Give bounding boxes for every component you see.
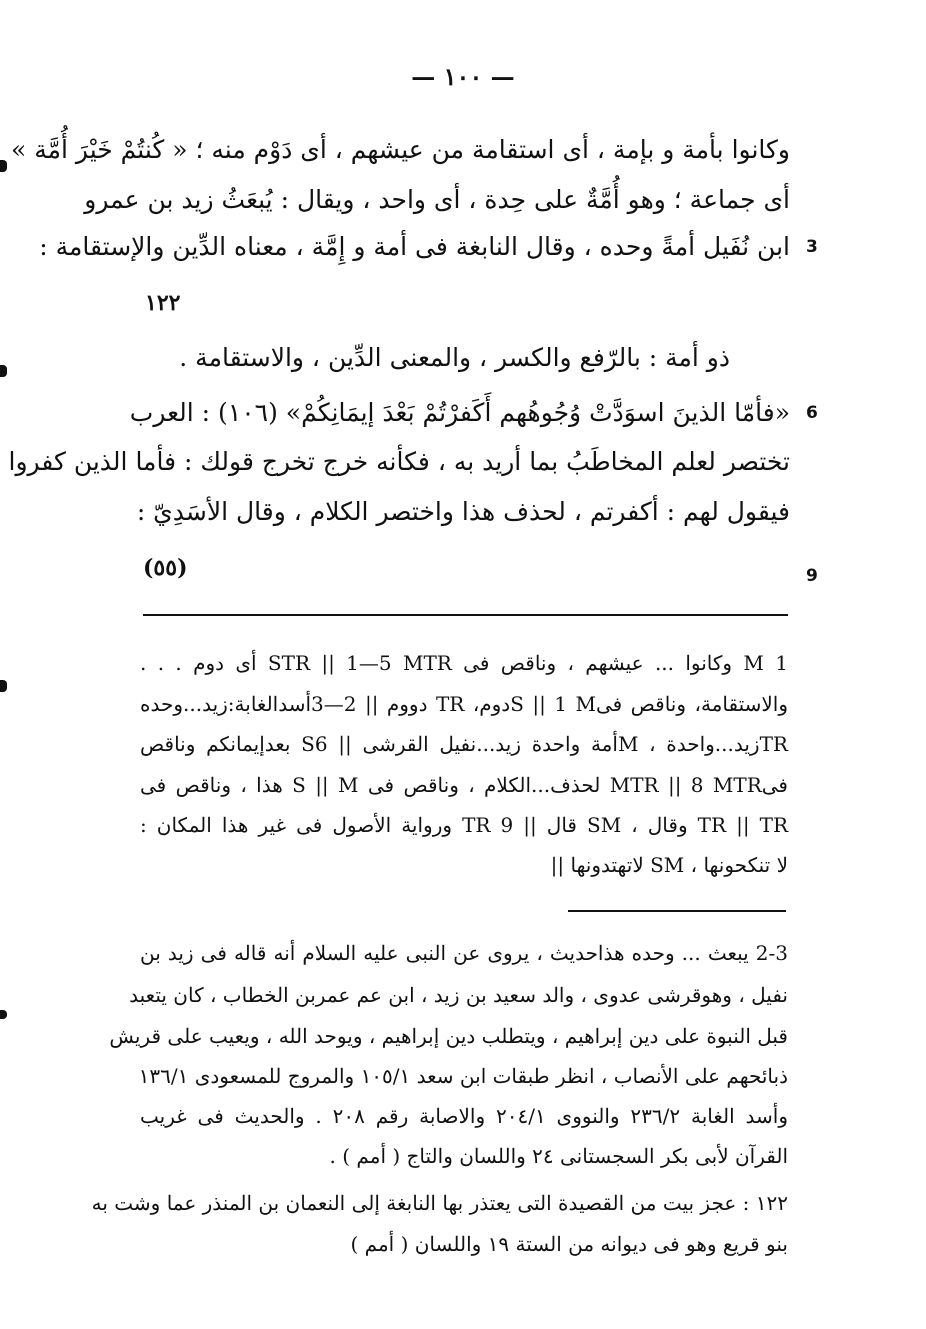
apparatus-line: TRزيد...واحدة ، Mأمة واحدة زيد...نفيل القرشى || S6 بعدإيمانكم وناقص: [140, 732, 788, 756]
margin-mark: [0, 680, 7, 692]
apparatus-line: فىMTR || 8 MTR لحذف...الكلام ، وناقص فى S || M هذا ، وناقص فى: [140, 773, 788, 797]
page-number: — ١٠٠ —: [411, 62, 515, 91]
commentary-line: ذبائحهم على الأنصاب ، انظر طبقات ابن سعد ١٠٥/١ والمروج للمسعودى ١٣٦/١: [138, 1064, 788, 1088]
main-text-line: «فأمّا الذينَ اسوَدَّتْ وُجُوهُهم أَكَفرْتُمْ بَعْدَ إيمَانِكُمْ» (١٠٦) : العرب: [129, 398, 790, 427]
commentary-line: قبل النبوة على دين إبراهيم ، ويتطلب دين إبراهيم ، ويوحد الله ، ويعيب على قريش: [109, 1024, 788, 1048]
margin-mark: [0, 365, 7, 377]
notes-divider: [568, 910, 786, 912]
main-text-line: ذو أمة : بالرّفع والكسر ، والمعنى الدِّين ، والاستقامة .: [179, 343, 730, 372]
commentary-line: بنو قريع وهو فى ديوانه من الستة ١٩ واللسان ( أمم ): [350, 1232, 788, 1256]
main-text-line: فيقول لهم : أكفرتم ، لحذف هذا واختصر الكلام ، وقال الأسَدِيّ :: [136, 497, 790, 526]
verse-reference: ١٢٢: [145, 290, 181, 316]
line-number: 6: [806, 403, 818, 423]
margin-mark: [0, 1010, 7, 1019]
main-text-line: تختصر لعلم المخاطَبُ بما أريد به ، فكأنه خرج تخرج قولك : فأما الذين كفروا: [8, 447, 790, 476]
apparatus-line: 1 M وكانوا ... عيشهم ، وناقص فى STR || 1—5 MTR أى دوم . . .: [140, 651, 788, 675]
commentary-line: وأسد الغابة ٢٣٦/٢ والنووى ٢٠٤/١ والاصابة رقم ٢٠٨ . والحديث فى غريب: [140, 1104, 789, 1128]
commentary-line: القرآن لأبى بكر السجستانى ٢٤ واللسان والتاج ( أمم ) .: [329, 1144, 788, 1168]
verse-reference: (٥٥): [143, 555, 188, 581]
line-number: 3: [806, 237, 818, 257]
main-text-line: وكانوا بأمة و بإمة ، أى استقامة من عيشهم ، أى دَوْم منه ؛ « كُنتُمْ خَيْرَ أُمَّة »: [11, 135, 790, 164]
section-divider: [143, 614, 788, 616]
apparatus-line: والاستقامة، وناقص فىS || 1 Mدوم، TR دووم || 2—3أسدالغابة:زيد...وحده: [140, 692, 789, 716]
apparatus-line: لا تنكحونها ، SM لاتهتدونها ||: [550, 853, 788, 877]
main-text-line: ابن نُفَيل أمةً وحده ، وقال النابغة فى أمة و إِمَّة ، معناه الدِّين والإستقامة :: [39, 232, 790, 261]
margin-mark: [0, 160, 7, 172]
commentary-line: ١٢٢ : عجز بيت من القصيدة التى يعتذر بها النابغة إلى النعمان بن المنذر عما وشت به: [91, 1191, 788, 1215]
main-text-line: أى جماعة ؛ وهو أُمَّةٌ على حِدة ، أى واحد ، ويقال : يُبعَثُ زيد بن عمرو: [84, 185, 790, 214]
apparatus-line: TR || TR وقال ، SM قال || TR 9 ورواية الأصول فى غير هذا المكان :: [140, 813, 788, 837]
commentary-line: نفيل ، وهوقرشى عدوى ، والد سعيد بن زيد ، ابن عم عمربن الخطاب ، كان يتعبد: [129, 983, 788, 1007]
commentary-line: 2-3 يبعث ... وحده هذاحديث ، يروى عن النبى عليه السلام أنه قاله فى زيد بن: [140, 941, 788, 965]
line-number: 9: [806, 566, 818, 586]
